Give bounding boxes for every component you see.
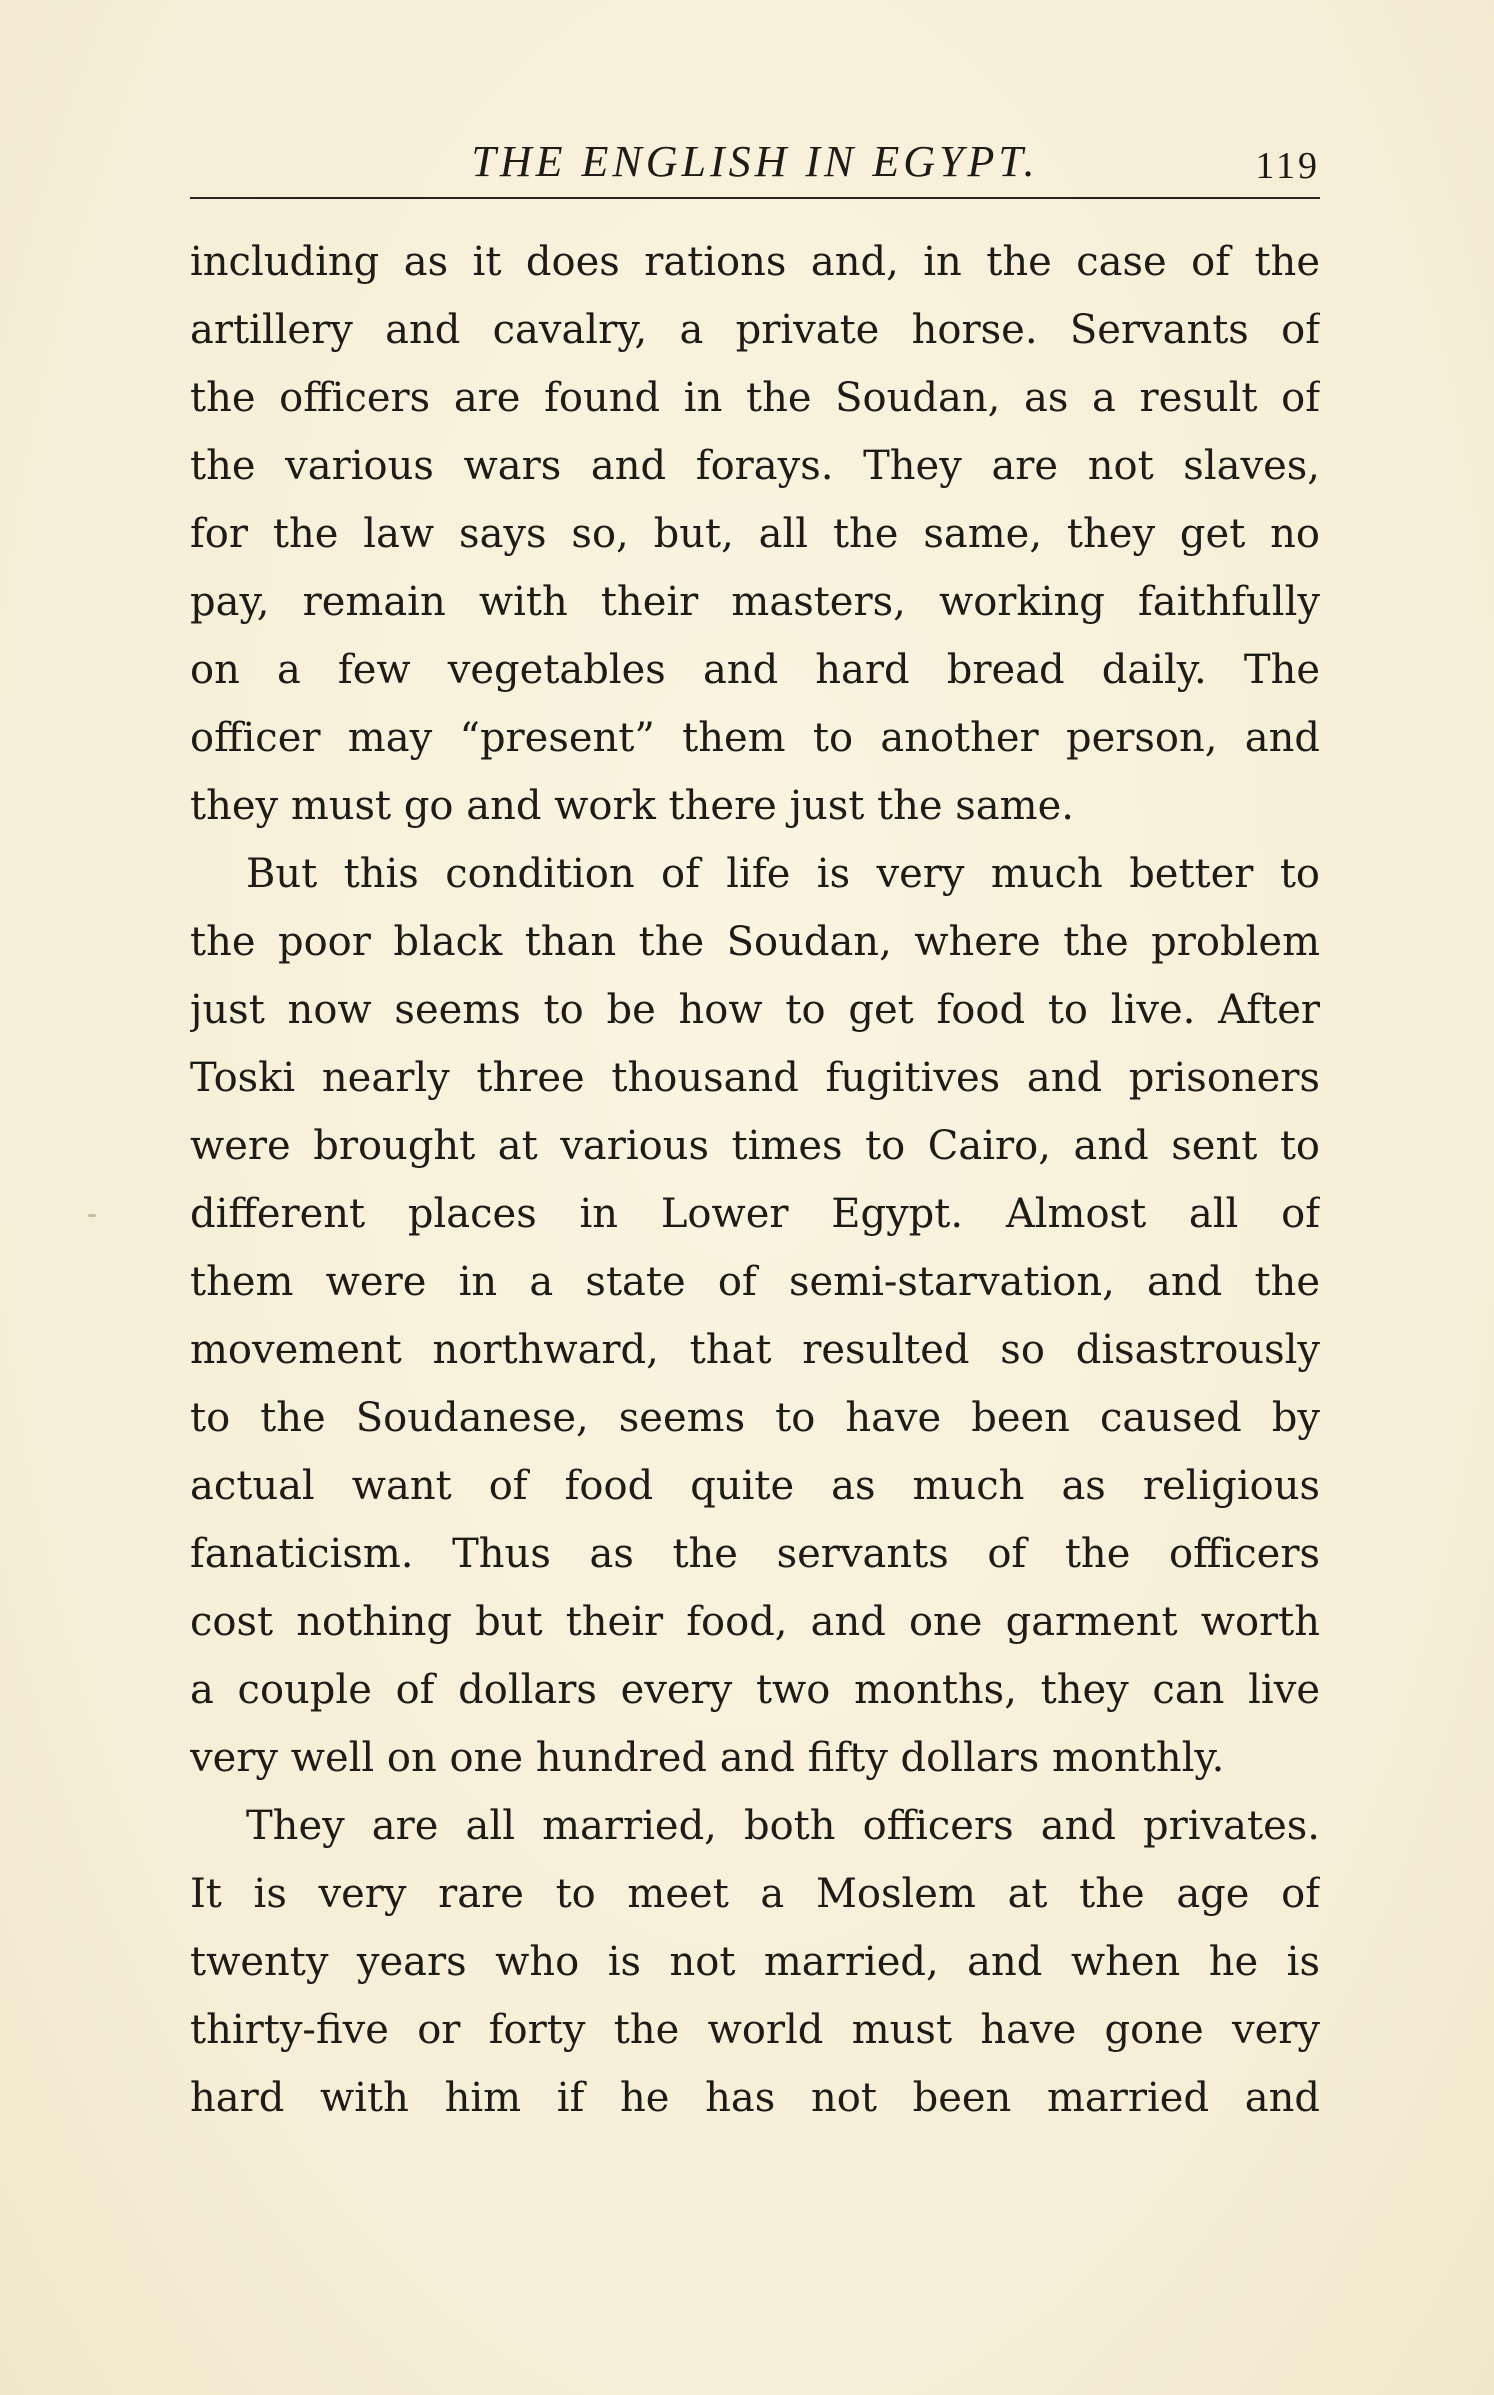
text-line: cost nothing but their food, and one garment worth bbox=[190, 1599, 1320, 1645]
paragraph-start-line: But this condition of life is very much better to bbox=[246, 851, 1320, 897]
text-line: to the Soudanese, seems to have been caused by bbox=[190, 1395, 1320, 1441]
text-line: Toski nearly three thousand fugitives and prisoners bbox=[190, 1055, 1320, 1101]
text-line: movement northward, that resulted so disastrously bbox=[190, 1327, 1320, 1373]
text-line: the various wars and forays. They are not slaves, bbox=[190, 443, 1320, 489]
text-line: different places in Lower Egypt. Almost all of bbox=[190, 1191, 1320, 1237]
text-line: a couple of dollars every two months, they can live bbox=[190, 1667, 1320, 1713]
text-line: officer may “present” them to another person, and bbox=[190, 715, 1320, 761]
text-line: artillery and cavalry, a private horse. Servants of bbox=[190, 307, 1320, 353]
text-line: twenty years who is not married, and when he is bbox=[190, 1939, 1320, 1985]
text-line: the officers are found in the Soudan, as a result of bbox=[190, 375, 1320, 421]
text-line: hard with him if he has not been married and bbox=[190, 2075, 1320, 2121]
text-line: the poor black than the Soudan, where the problem bbox=[190, 919, 1320, 965]
text-line: them were in a state of semi-starvation, and the bbox=[190, 1259, 1320, 1305]
text-line: pay, remain with their masters, working faithfully bbox=[190, 579, 1320, 625]
page-number: 119 bbox=[1255, 145, 1320, 187]
text-line: thirty-five or forty the world must have gone very bbox=[190, 2007, 1320, 2053]
text-line: fanaticism. Thus as the servants of the officers bbox=[190, 1531, 1320, 1577]
text-line: they must go and work there just the same. bbox=[190, 783, 1074, 829]
text-line: including as it does rations and, in the case of the bbox=[190, 239, 1320, 285]
running-title: THE ENGLISH IN EGYPT. bbox=[471, 137, 1039, 186]
paragraph-start-line: They are all married, both officers and privates. bbox=[246, 1803, 1320, 1849]
running-head bbox=[190, 134, 1320, 194]
text-line: on a few vegetables and hard bread daily. The bbox=[190, 647, 1320, 693]
text-line: actual want of food quite as much as religious bbox=[190, 1463, 1320, 1509]
text-line: It is very rare to meet a Moslem at the age of bbox=[190, 1871, 1320, 1917]
margin-mark bbox=[88, 1214, 96, 1217]
text-line: very well on one hundred and fifty dollars monthly. bbox=[190, 1735, 1225, 1781]
body-text bbox=[190, 228, 1320, 2132]
text-line: just now seems to be how to get food to live. After bbox=[190, 987, 1320, 1033]
header-rule bbox=[190, 197, 1320, 199]
text-line: were brought at various times to Cairo, and sent to bbox=[190, 1123, 1320, 1169]
text-line: for the law says so, but, all the same, they get no bbox=[190, 511, 1320, 557]
